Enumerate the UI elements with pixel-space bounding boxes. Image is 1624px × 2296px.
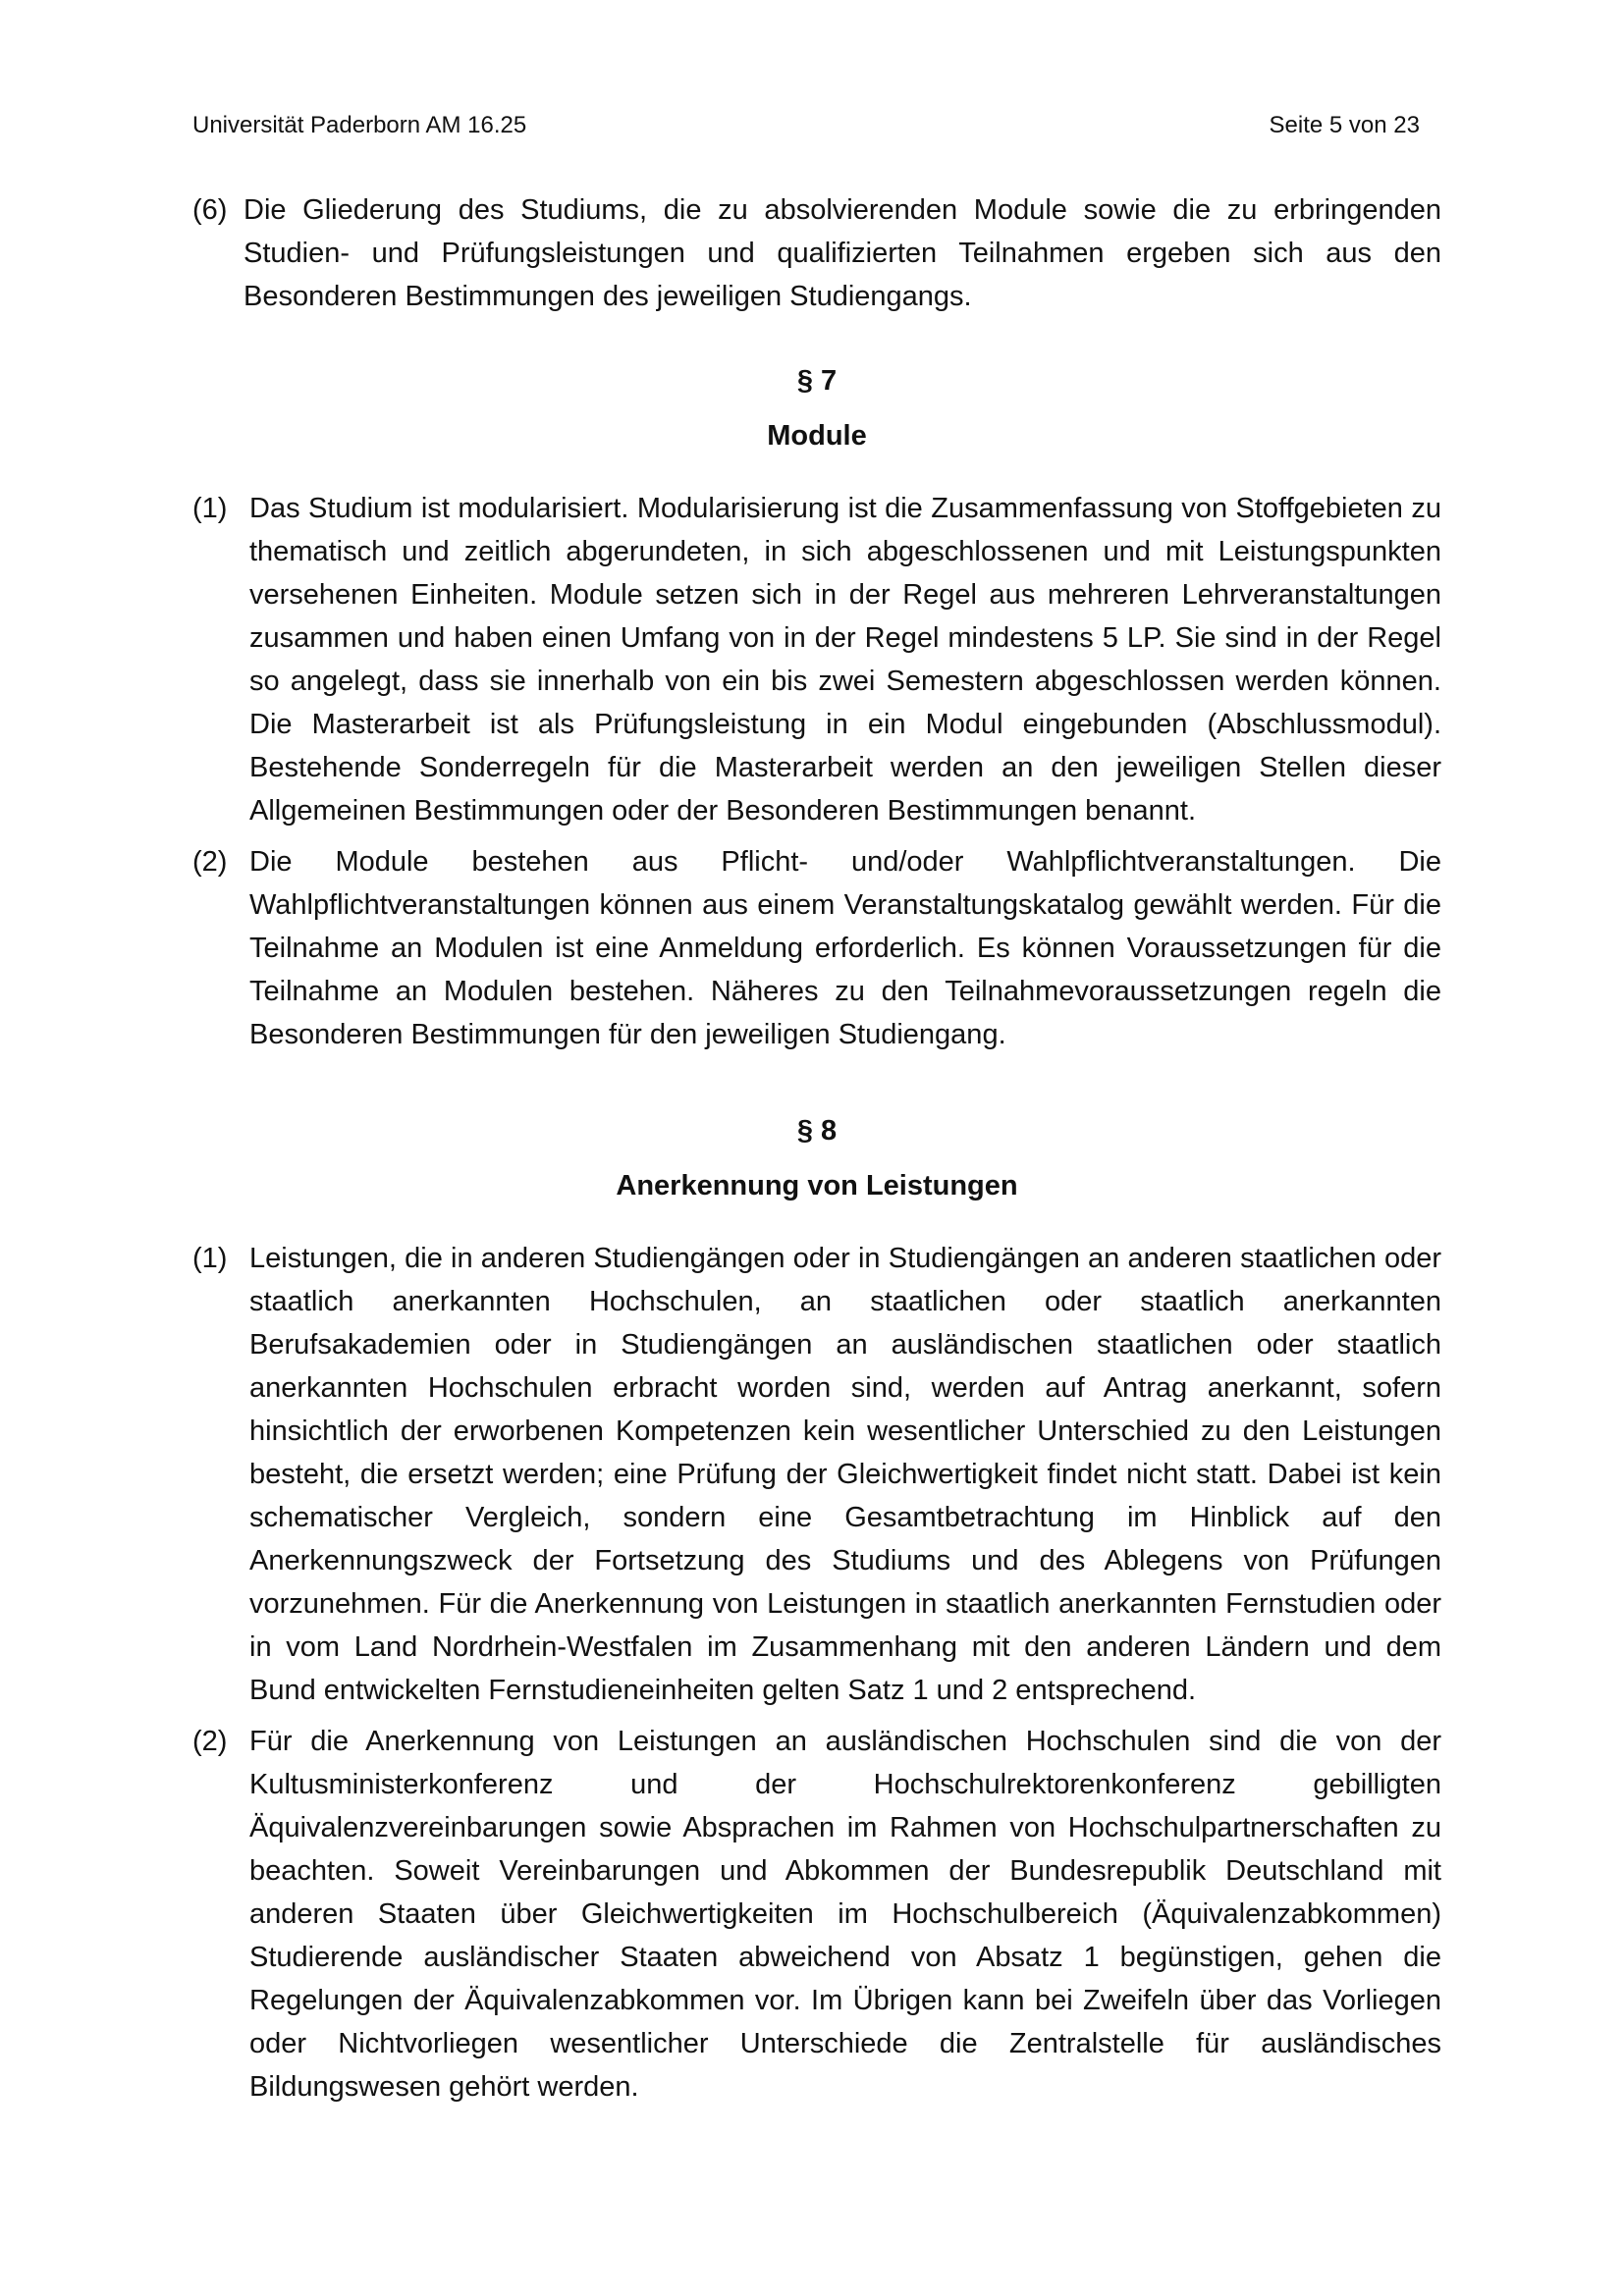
section-title: Anerkennung von Leistungen <box>616 1170 1018 1201</box>
page-header <box>192 112 1420 139</box>
section-7-paragraph-1 <box>192 487 1441 832</box>
header-page-number: Seite 5 von 23 <box>1269 112 1420 138</box>
section-8-paragraph-2 <box>192 1720 1441 2109</box>
section-8-paragraph-1 <box>192 1237 1441 1712</box>
paragraph-text: Das Studium ist modularisiert. Modularisierung ist die Zusammenfassung von Stoffgebieten zu thematisch und zeitlich abgerundeten, in sich abgeschlossenen und mit Leistungspunkten versehenen Einheiten. Module setzen sich in der Regel aus mehreren Lehrveranstaltungen zusammen und haben einen Umfang von in der Regel mindestens 5 LP. Sie sind in der Regel so angelegt, dass sie innerhalb von ein bis zwei Semestern abgeschlossen werden können. Die Masterarbeit ist als Prüfungsleistung in ein Modul eingebunden (Abschlussmodul). Bestehende Sonderregeln für die Masterarbeit werden an den jeweiligen Stellen dieser Allgemeinen Bestimmungen oder der Besonderen Bestimmungen benannt. <box>249 493 1441 827</box>
paragraph-number: (2) <box>192 1726 228 1757</box>
paragraph-number: (6) <box>192 194 228 226</box>
header-institution: Universität Paderborn AM 16.25 <box>192 112 527 138</box>
paragraph-text: Für die Anerkennung von Leistungen an ausländischen Hochschulen sind die von der Kultusministerkonferenz und der Hochschulrektorenkonferenz gebilligten Äquivalenzvereinbarungen sowie Absprachen im Rahmen von Hochschulpartnerschaften zu beachten. Soweit Vereinbarungen und Abkommen der Bundesrepublik Deutschland mit anderen Staaten über Gleichwertigkeiten im Hochschulbereich (Äquivalenzabkommen) Studierende ausländischer Staaten abweichend von Absatz 1 begünstigen, gehen die Regelungen der Äquivalenzabkommen vor. Im Übrigen kann bei Zweifeln über das Vorliegen oder Nichtvorliegen wesentlicher Unterschiede die Zentralstelle für ausländisches Bildungswesen gehört werden. <box>249 1726 1441 2103</box>
section-7-paragraph-2 <box>192 840 1441 1056</box>
paragraph-text: Die Gliederung des Studiums, die zu absolvierenden Module sowie die zu erbringenden Studien- und Prüfungsleistungen und qualifizierten Teilnahmen ergeben sich aus den Besonderen Bestimmungen des jeweiligen Studiengangs. <box>244 194 1441 312</box>
paragraph-text: Die Module bestehen aus Pflicht- und/oder Wahlpflichtveranstaltungen. Die Wahlpflichtveranstaltungen können aus einem Veranstaltungskatalog gewählt werden. Für die Teilnahme an Modulen ist eine Anmeldung erforderlich. Es können Voraussetzungen für die Teilnahme an Modulen bestehen. Näheres zu den Teilnahmevoraussetzungen regeln die Besonderen Bestimmungen für den jeweiligen Studiengang. <box>249 846 1441 1050</box>
section-7-heading <box>192 353 1441 463</box>
section-number: § 8 <box>796 1115 838 1147</box>
section-8-heading <box>192 1103 1441 1213</box>
paragraph-6 <box>192 188 1441 318</box>
document-body <box>192 188 1441 2116</box>
paragraph-number: (1) <box>192 1243 228 1274</box>
paragraph-text: Leistungen, die in anderen Studiengängen oder in Studiengängen an anderen staatlichen oder staatlich anerkannten Hochschulen, an staatlichen oder staatlich anerkannten Berufsakademien oder in Studiengängen an ausländischen staatlichen oder staatlich anerkannten Hochschulen erbracht worden sind, werden auf Antrag anerkannt, sofern hinsichtlich der erworbenen Kompetenzen kein wesentlicher Unterschied zu den Leistungen besteht, die ersetzt werden; eine Prüfung der Gleichwertigkeit findet nicht statt. Dabei ist kein schematischer Vergleich, sondern eine Gesamtbetrachtung im Hinblick auf den Anerkennungszweck der Fortsetzung des Studiums und des Ablegens von Prüfungen vorzunehmen. Für die Anerkennung von Leistungen in staatlich anerkannten Fernstudien oder in vom Land Nordrhein-Westfalen im Zusammenhang mit den anderen Ländern und dem Bund entwickelten Fernstudieneinheiten gelten Satz 1 und 2 entsprechend. <box>249 1243 1441 1706</box>
section-number: § 7 <box>796 365 838 397</box>
section-title: Module <box>767 420 867 452</box>
paragraph-number: (2) <box>192 846 228 878</box>
paragraph-number: (1) <box>192 493 228 524</box>
